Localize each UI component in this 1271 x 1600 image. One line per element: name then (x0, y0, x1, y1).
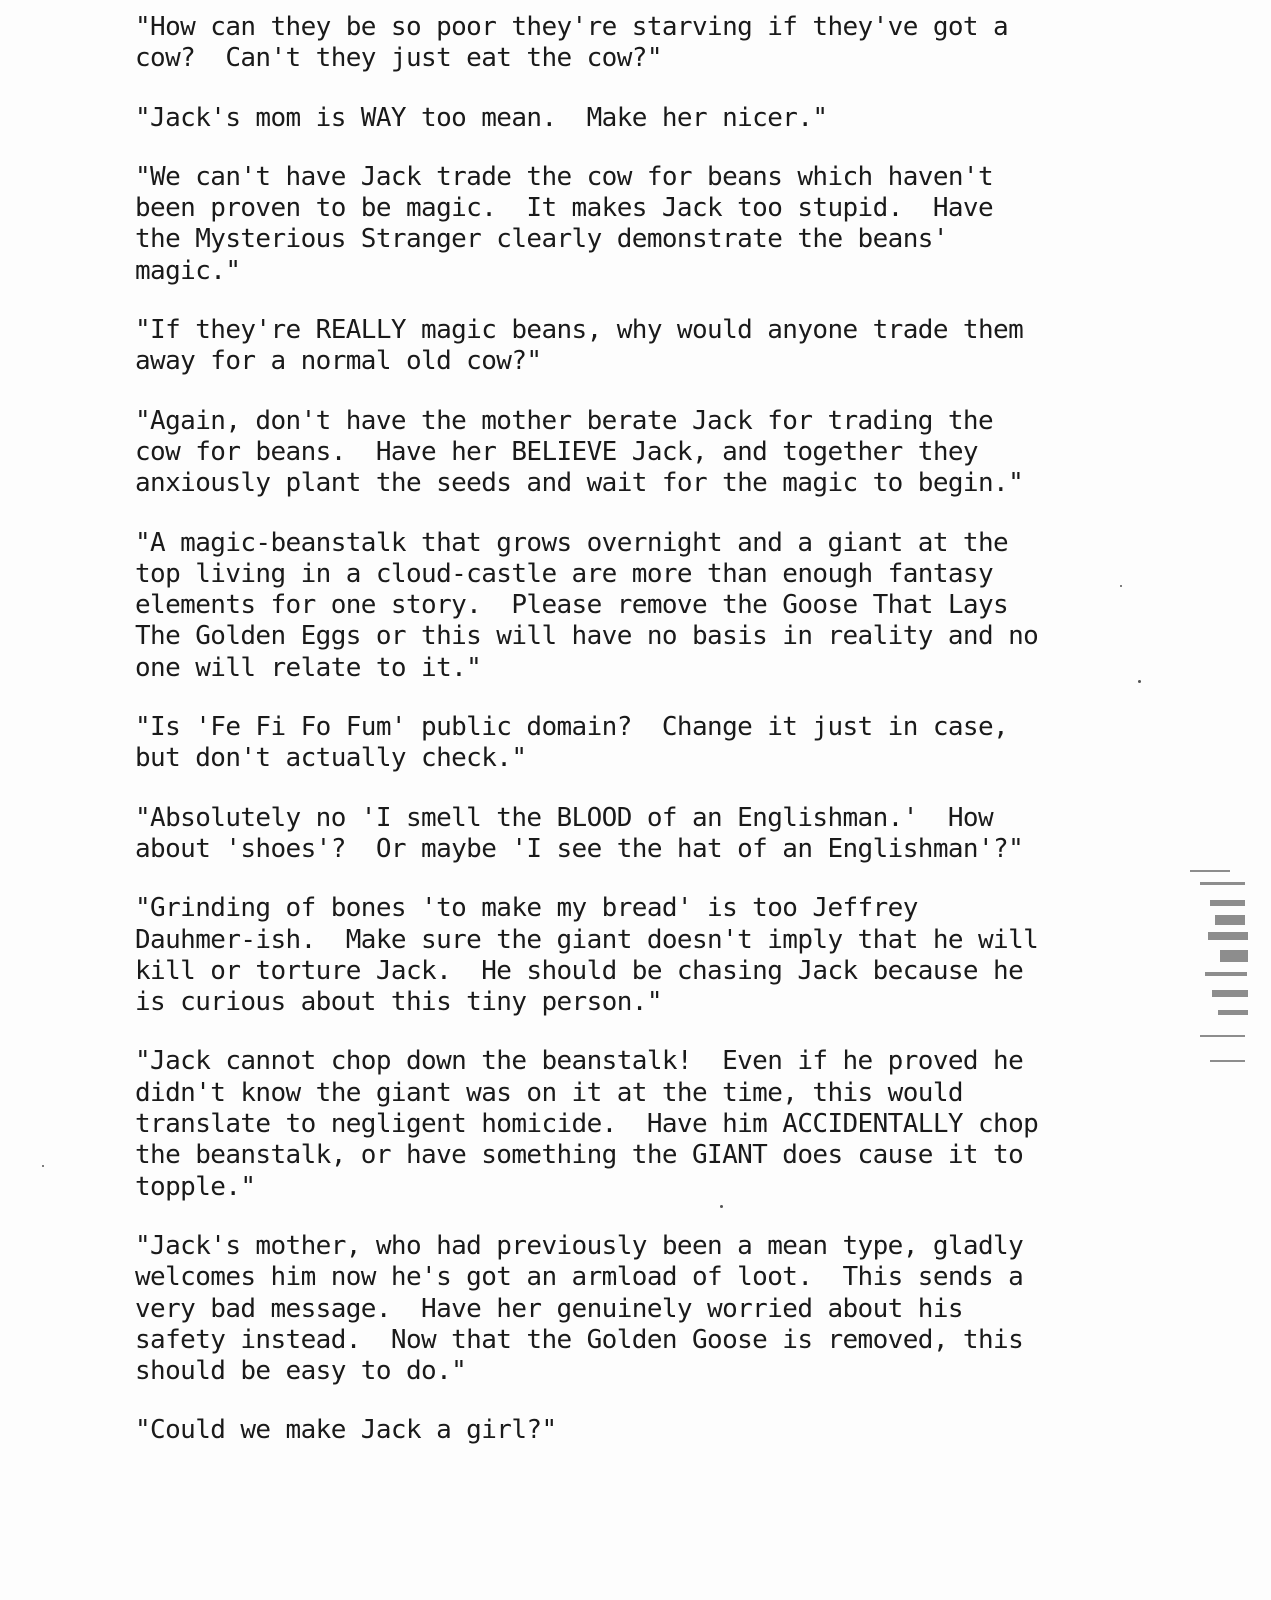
quote-paragraph (135, 712, 1165, 775)
text-line: is curious about this tiny person." (135, 987, 662, 1018)
scan-speck (42, 1165, 44, 1167)
quote-paragraph (135, 1046, 1165, 1202)
text-line: kill or torture Jack. He should be chasing Jack because he (135, 955, 1024, 986)
scan-smudge (1180, 860, 1250, 1080)
text-block (135, 12, 1165, 1475)
text-line: top living in a cloud-castle are more than enough fantasy (135, 558, 994, 589)
text-line: safety instead. Now that the Golden Goose is removed, this (135, 1324, 1024, 1355)
text-line: cow? Can't they just eat the cow?" (135, 43, 662, 74)
text-line: didn't know the giant was on it at the time, this would (135, 1077, 963, 1108)
scan-speck (1138, 680, 1141, 683)
text-line: "Jack's mom is WAY too mean. Make her nicer." (135, 102, 828, 133)
text-line: magic." (135, 255, 241, 286)
text-line: anxiously plant the seeds and wait for the magic to begin." (135, 468, 1024, 499)
scan-speck (1120, 585, 1122, 587)
text-line: topple." (135, 1171, 256, 1202)
text-line: "Could we make Jack a girl?" (135, 1415, 557, 1446)
text-line: elements for one story. Please remove the Goose That Lays (135, 590, 1009, 621)
text-line: but don't actually check." (135, 743, 527, 774)
text-line: "Jack cannot chop down the beanstalk! Even if he proved he (135, 1046, 1024, 1077)
text-line: translate to negligent homicide. Have him ACCIDENTALLY chop (135, 1109, 1039, 1140)
text-line: "How can they be so poor they're starving if they've got a (135, 12, 1009, 42)
quote-paragraph (135, 893, 1165, 1018)
text-line: the Mysterious Stranger clearly demonstrate the beans' (135, 224, 948, 255)
text-line: very bad message. Have her genuinely worried about his (135, 1293, 963, 1324)
text-line: one will relate to it." (135, 652, 482, 683)
text-line: away for a normal old cow?" (135, 346, 542, 377)
text-line: "Jack's mother, who had previously been a mean type, gladly (135, 1230, 1024, 1261)
quote-paragraph (135, 103, 1165, 134)
text-line: "If they're REALLY magic beans, why would anyone trade them (135, 315, 1024, 346)
text-line: The Golden Eggs or this will have no basis in reality and no (135, 621, 1039, 652)
quote-paragraph (135, 1231, 1165, 1387)
text-line: "A magic-beanstalk that grows overnight and a giant at the (135, 527, 1009, 558)
quote-paragraph (135, 12, 1165, 75)
quote-paragraph (135, 162, 1165, 287)
quote-paragraph (135, 803, 1165, 866)
text-line: should be easy to do." (135, 1356, 467, 1387)
text-line: Dauhmer-ish. Make sure the giant doesn't imply that he will (135, 924, 1039, 955)
text-line: welcomes him now he's got an armload of loot. This sends a (135, 1262, 1024, 1293)
quote-paragraph (135, 1415, 1165, 1446)
scan-speck (720, 1205, 723, 1208)
text-line: "Is 'Fe Fi Fo Fum' public domain? Change it just in case, (135, 712, 1009, 743)
text-line: "Again, don't have the mother berate Jack for trading the (135, 405, 994, 436)
text-line: "We can't have Jack trade the cow for beans which haven't (135, 161, 994, 192)
text-line: been proven to be magic. It makes Jack too stupid. Have (135, 193, 994, 224)
text-line: cow for beans. Have her BELIEVE Jack, and together they (135, 436, 978, 467)
text-line: "Grinding of bones 'to make my bread' is too Jeffrey (135, 893, 918, 924)
text-line: the beanstalk, or have something the GIANT does cause it to (135, 1140, 1024, 1171)
text-line: "Absolutely no 'I smell the BLOOD of an Englishman.' How (135, 802, 994, 833)
quote-paragraph (135, 406, 1165, 500)
quote-paragraph (135, 315, 1165, 378)
text-line: about 'shoes'? Or maybe 'I see the hat of an Englishman'?" (135, 833, 1024, 864)
quote-paragraph (135, 528, 1165, 684)
